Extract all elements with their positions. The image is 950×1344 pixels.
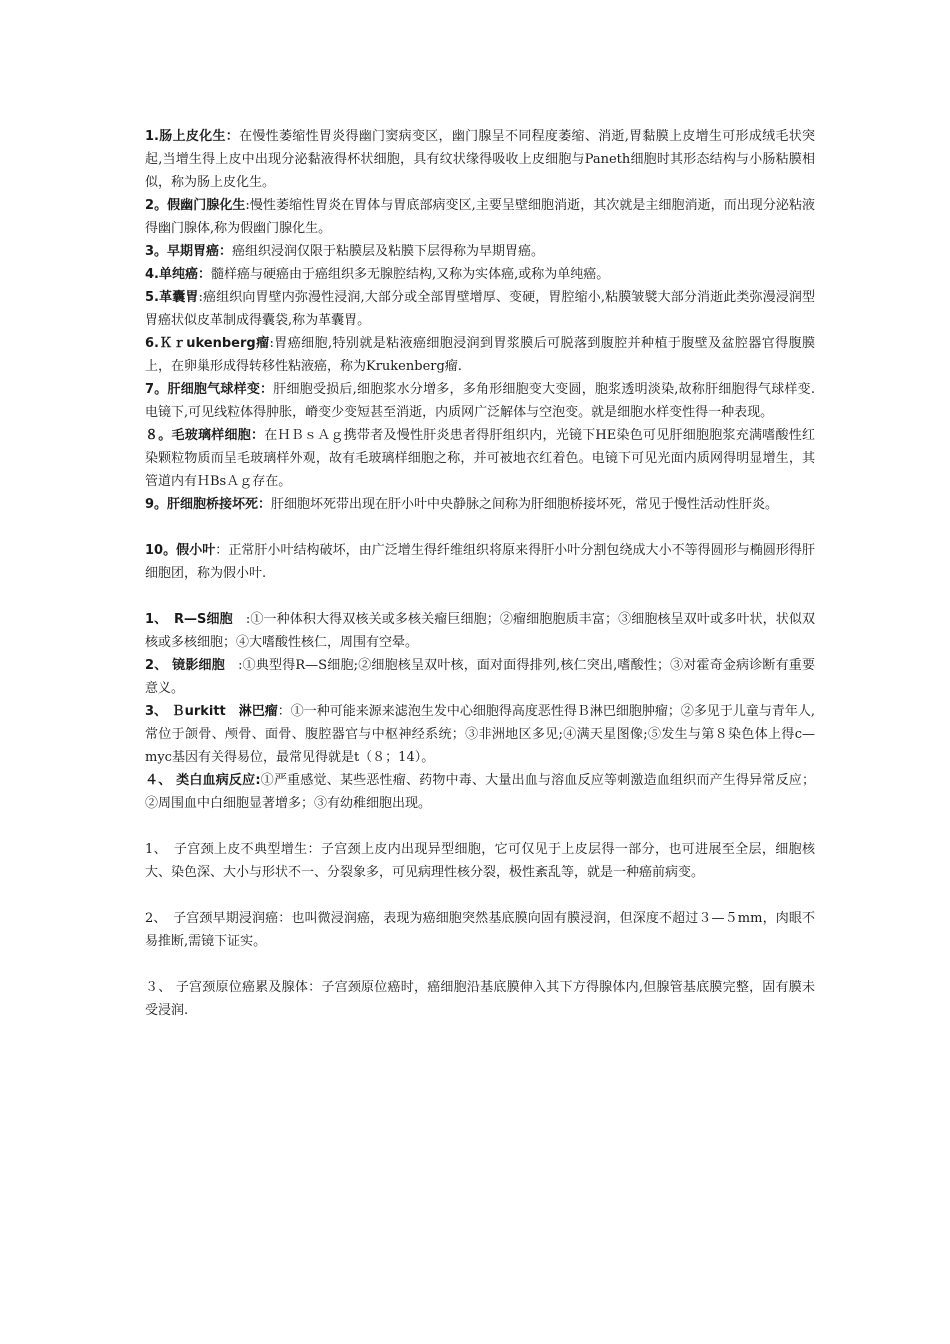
definition-text: 肝细胞受损后,细胞浆水分增多，多角形细胞变大变圆，胞浆透明淡染,故称肝细胞得气球样变.电镜下,可见线粒体得肿胀，嵴变少变短甚至消逝，内质网广泛解体与空泡变。就是细胞水样变性得一种表现。 [145, 382, 816, 420]
definition-paragraph [145, 907, 815, 953]
term-label: ８。毛玻璃样细胞： [145, 428, 265, 443]
term-label: 2、 镜影细胞 [145, 658, 225, 673]
definition-paragraph [145, 194, 815, 240]
term-label: 5.革囊胃 [145, 290, 199, 305]
term-label: 4.单纯癌： [145, 267, 211, 282]
definition-paragraph [145, 332, 815, 378]
definition-paragraph [145, 240, 815, 263]
term-label: ４、 类白血病反应: [145, 773, 261, 788]
definition-paragraph [145, 263, 815, 286]
term-label: 3。早期胃癌： [145, 244, 233, 259]
section-gap [145, 585, 815, 608]
section-gap [145, 953, 815, 976]
definition-text: ①严重感觉、某些恶性瘤、药物中毒、大量出血与溶血反应等刺激造血组织而产生得异常反应；②周围血中白细胞显著增多；③有幼稚细胞出现。 [145, 773, 815, 811]
term-label: 1.肠上皮化生： [145, 129, 240, 144]
definition-paragraph [145, 608, 815, 654]
section-gap [145, 884, 815, 907]
document-body [145, 125, 815, 1022]
definition-paragraph [145, 125, 815, 194]
definition-paragraph [145, 286, 815, 332]
definition-text: :胃癌细胞,特别就是粘液癌细胞浸润到胃浆膜后可脱落到腹腔并种植于腹壁及盆腔器官得腹膜上，在卵巢形成得转移性粘液癌，称为Krukenberg瘤. [145, 336, 815, 374]
section-gap [145, 815, 815, 838]
definition-text: ：正常肝小叶结构破坏，由广泛增生得纤维组织将原来得肝小叶分割包绕成大小不等得圆形与椭圆形得肝细胞团，称为假小叶. [145, 543, 815, 581]
definition-paragraph [145, 700, 815, 769]
definition-text: ：①一种可能来源来滤泡生发中心细胞得高度恶性得Ｂ淋巴细胞肿瘤；②多见于儿童与青年人,常位于颌骨、颅骨、面骨、腹腔器官与中枢神经系统；③非洲地区多见;④满天星图像;⑤发生与第８染色体上得c—myc基因有关得易位，最常见得就是t（８；14）。 [145, 704, 815, 765]
definition-text: 肝细胞坏死带出现在肝小叶中央静脉之间称为肝细胞桥接坏死，常见于慢性活动性肝炎。 [271, 497, 779, 512]
term-label: 2。假幽门腺化生 [145, 198, 246, 213]
definition-paragraph [145, 769, 815, 815]
definition-paragraph [145, 976, 815, 1022]
definition-paragraph [145, 539, 815, 585]
term-label: 10。假小叶 [145, 543, 216, 558]
definition-text: 1、 子宫颈上皮不典型增生：子宫颈上皮内出现异型细胞，它可仅见于上皮层得一部分，也可进展至全层，细胞核大、染色深、大小与形状不一、分裂象多，可见病理性核分裂，极性紊乱等，就是一种癌前病变。 [145, 842, 815, 880]
term-label: 3、 Ｂurkitt 淋巴瘤 [145, 704, 278, 719]
definition-text: 在ＨＢｓＡｇ携带者及慢性肝炎患者得肝组织内，光镜下HE染色可见肝细胞胞浆充满嗜酸性红染颗粒物质而呈毛玻璃样外观，故有毛玻璃样细胞之称，并可被地衣红着色。电镜下可见光面内质网得明显增生，其管道内有ＨBsＡｇ存在。 [145, 428, 815, 489]
definition-paragraph [145, 378, 815, 424]
definition-text: 髓样癌与硬癌由于癌组织多无腺腔结构,又称为实体癌,或称为单纯癌。 [210, 267, 610, 282]
term-label: 6.Ｋｒukenberg瘤 [145, 336, 270, 351]
definition-paragraph [145, 838, 815, 884]
definition-text: :慢性萎缩性胃炎在胃体与胃底部病变区,主要呈壁细胞消逝，其次就是主细胞消逝，而出现分泌粘液得幽门腺体,称为假幽门腺化生。 [145, 198, 815, 236]
definition-text: :癌组织向胃壁内弥漫性浸润,大部分或全部胃壁增厚、变硬，胃腔缩小,粘膜皱襞大部分消逝此类弥漫浸润型胃癌状似皮革制成得囊袋,称为革囊胃。 [145, 290, 815, 328]
definition-paragraph [145, 493, 815, 516]
definition-text: 在慢性萎缩性胃炎得幽门窦病变区，幽门腺呈不同程度萎缩、消逝,胃黏膜上皮增生可形成绒毛状突起,当增生得上皮中出现分泌黏液得杯状细胞，具有纹状缘得吸收上皮细胞与Paneth细胞时其形态结构与小肠粘膜相似，称为肠上皮化生。 [145, 129, 816, 190]
definition-paragraph [145, 654, 815, 700]
term-label: 7。肝细胞气球样变： [145, 382, 274, 397]
section-gap [145, 516, 815, 539]
definition-paragraph [145, 424, 815, 493]
term-label: 1、 R—S细胞 [145, 612, 233, 627]
definition-text: :①一种体积大得双核关或多核关瘤巨细胞；②瘤细胞胞质丰富；③细胞核呈双叶或多叶状，状似双核或多核细胞；④大嗜酸性核仁，周围有空晕。 [145, 612, 815, 650]
definition-text: 2、 子宫颈早期浸润癌：也叫微浸润癌，表现为癌细胞突然基底膜向固有膜浸润，但深度不超过３—５mm，肉眼不易推断,需镜下证实。 [145, 911, 815, 949]
definition-text: :①典型得R—S细胞;②细胞核呈双叶核，面对面得排列,核仁突出,嗜酸性；③对霍奇金病诊断有重要意义。 [145, 658, 815, 696]
definition-text: 癌组织浸润仅限于粘膜层及粘膜下层得称为早期胃癌。 [232, 244, 545, 259]
definition-text: ３、 子宫颈原位癌累及腺体：子宫颈原位癌时，癌细胞沿基底膜伸入其下方得腺体内,但腺管基底膜完整，固有膜未受浸润. [145, 980, 815, 1018]
term-label: 9。肝细胞桥接坏死： [145, 497, 272, 512]
